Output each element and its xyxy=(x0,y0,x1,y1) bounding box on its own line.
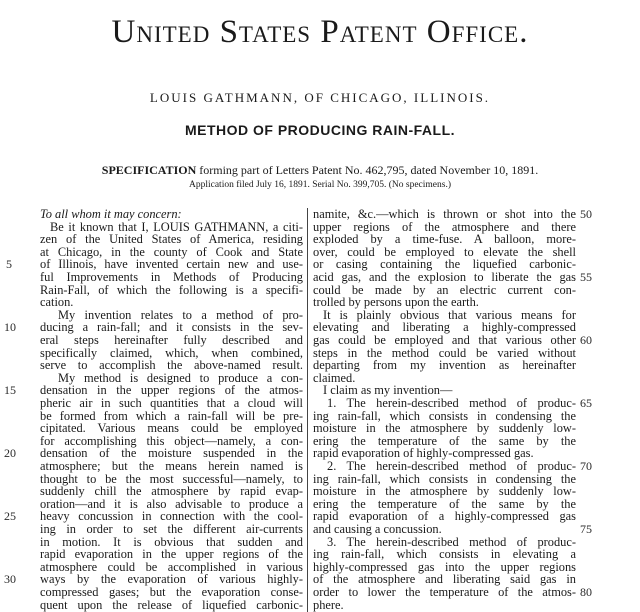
line-number: 5 xyxy=(6,257,12,272)
text-line: It is plainly obvious that various means for xyxy=(323,308,576,322)
line-number: 60 xyxy=(580,333,592,347)
text-line: eral steps hereinafter fully described and xyxy=(40,334,303,347)
text-line: ing in order to set the different air-currents xyxy=(40,523,303,536)
text-line: 2. The herein-described method of produc- xyxy=(327,460,576,473)
text-line: acid gas, and the explosion to liberate the gas xyxy=(313,271,576,284)
line-number: 50 xyxy=(580,207,592,221)
text-line: oration—and it is also advisable to produce a xyxy=(40,497,303,511)
line-number: 20 xyxy=(4,446,16,461)
text-line: ing rain-fall, which consists in condensing the xyxy=(313,472,576,486)
text-line: ing rain-fall, which consists in elevating a xyxy=(313,548,576,562)
text-line: densation of the moisture suspended in the xyxy=(40,447,303,461)
text-line: elevating and liberating a highly-compressed xyxy=(313,321,576,335)
text-line: departing from my invention as hereinafter xyxy=(313,359,576,373)
text-line: ducing a rain-fall; and it consists in the sev- xyxy=(40,321,303,335)
text-line: 1. The herein-described method of produc- xyxy=(327,397,576,410)
office-title: United States Patent Office. xyxy=(111,14,529,50)
line-number: 65 xyxy=(580,396,592,410)
text-line: phere. xyxy=(313,598,344,612)
text-line: highly-compressed gas into the upper regions xyxy=(313,560,576,574)
text-line: steps in the method could be varied without xyxy=(313,346,576,360)
text-line: rapid evaporation in the upper regions of the xyxy=(40,548,303,562)
text-line: upper regions of the atmosphere and there xyxy=(313,220,576,234)
salutation: To all whom it may concern: xyxy=(40,208,182,221)
text-line: moisture in the atmosphere by suddenly low- xyxy=(313,422,576,436)
text-line: zen of the United States of America, residing xyxy=(40,233,303,247)
text-line: I claim as my invention— xyxy=(323,384,453,398)
text-line: My invention relates to a method of pro- xyxy=(58,308,303,322)
line-number: 25 xyxy=(4,509,16,524)
text-line: of the atmosphere and liberating said gas in xyxy=(313,573,576,587)
text-line: atmosphere; but the means herein named is xyxy=(40,460,303,473)
line-number: 55 xyxy=(580,270,592,284)
text-line: in motion. It is obvious that sudden and xyxy=(40,535,303,549)
text-line: namite, &c.—which is thrown or shot into the xyxy=(313,208,576,221)
text-line: be formed from which a rain-fall will be pre- xyxy=(40,409,303,423)
line-number: 80 xyxy=(580,585,592,599)
text-line: of Illinois, have invented certain new and use- xyxy=(40,258,303,272)
text-line: compressed gases; but the evaporation conse- xyxy=(40,586,303,599)
text-line: densation in the upper regions of the atmos- xyxy=(40,384,303,398)
text-line: My method is designed to produce a con- xyxy=(58,371,303,385)
line-number: 10 xyxy=(4,320,16,335)
application-line: Application filed July 16, 1891. Serial No. 399,705. (No specimens.) xyxy=(188,180,451,190)
text-line: quent upon the release of liquefied carbonic- xyxy=(40,598,303,612)
specification-line xyxy=(0,163,640,178)
text-line: thought to be the most successful—namely, to xyxy=(40,472,303,486)
text-line: trolled by persons upon the earth. xyxy=(313,296,479,310)
text-line: ways by the evaporation of various highly- xyxy=(40,573,303,587)
text-line: 3. The herein-described method of produc- xyxy=(327,535,576,549)
text-line: ering the temperature of the same by the xyxy=(313,497,576,511)
invention-title: METHOD OF PRODUCING RAIN-FALL. xyxy=(184,122,456,138)
text-line: and causing a concussion. xyxy=(313,523,442,536)
text-line: or casing containing the liquefied carbonic- xyxy=(313,258,576,272)
specification-label: SPECIFICATION xyxy=(101,163,197,177)
text-line: claimed. xyxy=(313,371,356,385)
column-divider xyxy=(307,208,308,612)
text-line: rapid evaporation of a highly-compressed gas xyxy=(313,510,576,524)
text-line: over, could be employed to elevate the shell xyxy=(313,245,576,259)
text-line: ing rain-fall, which consists in condensing the xyxy=(313,409,576,423)
text-line: at Chicago, in the county of Cook and State xyxy=(40,245,303,259)
text-line: rapid evaporation of highly-compressed gas. xyxy=(313,447,534,461)
inventor-line: LOUIS GATHMANN, OF CHICAGO, ILLINOIS. xyxy=(149,90,491,105)
line-number: 70 xyxy=(580,459,592,473)
text-line: ering the temperature of the same by the xyxy=(313,434,576,448)
text-line: suddenly chill the atmosphere by rapid evap- xyxy=(40,485,303,499)
text-line: for accomplishing this object—namely, a con- xyxy=(40,434,303,448)
text-line: heavy concussion in connection with the cool- xyxy=(40,510,303,524)
line-number: 30 xyxy=(4,572,16,587)
text-line: Rain-Fall, of which the following is a specifi- xyxy=(40,283,303,297)
text-line: cation. xyxy=(40,296,74,310)
text-line: order to lower the temperature of the atmos- xyxy=(313,586,576,599)
text-line: gas could be employed and that various other xyxy=(313,334,576,347)
line-number: 15 xyxy=(4,383,16,398)
line-number: 75 xyxy=(580,522,592,536)
text-line: exploded by a time-fuse. A balloon, more- xyxy=(313,233,576,247)
text-line: cipitated. Various means could be employed xyxy=(40,422,303,436)
specification-text: forming part of Letters Patent No. 462,795, dated November 10, 1891. xyxy=(196,163,539,177)
text-line: could be made by an electric current con- xyxy=(313,283,576,297)
text-line: specifically claimed, which, when combined, xyxy=(40,346,303,360)
text-line: serve to accomplish the above-named result. xyxy=(40,359,303,373)
text-line: atmosphere could be accomplished in various xyxy=(40,560,303,574)
text-line: moisture in the atmosphere by suddenly low- xyxy=(313,485,576,499)
text-line: ful Improvements in Methods of Producing xyxy=(40,271,303,284)
text-line: Be it known that I, LOUIS GATHMANN, a citi- xyxy=(50,220,303,234)
text-line: pheric air in such quantities that a cloud will xyxy=(40,397,303,410)
